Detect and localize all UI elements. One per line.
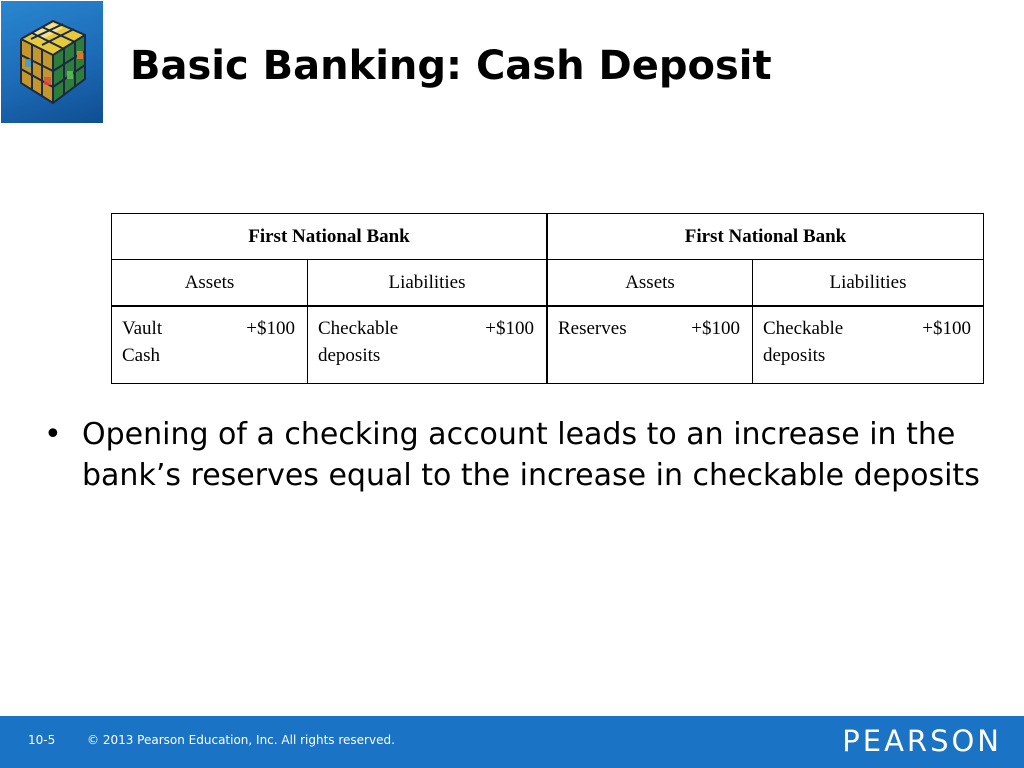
footer-bar bbox=[0, 716, 1024, 768]
subheader-liabilities-left: Liabilities bbox=[308, 260, 548, 307]
table-row bbox=[112, 306, 984, 384]
subheader-assets-left: Assets bbox=[112, 260, 308, 307]
t-account-table bbox=[111, 213, 984, 384]
subheader-assets-right: Assets bbox=[547, 260, 753, 307]
table-header-right: First National Bank bbox=[547, 214, 984, 260]
table-cell-reserves bbox=[547, 306, 753, 384]
page-number: 10-5 bbox=[28, 733, 56, 747]
rubiks-cube-icon bbox=[1, 1, 103, 123]
copyright-text: © 2013 Pearson Education, Inc. All rights reserved. bbox=[87, 733, 395, 747]
table-header-row bbox=[112, 214, 984, 260]
table-cell-checkable-deposits-right bbox=[753, 306, 984, 384]
slide-title: Basic Banking: Cash Deposit bbox=[130, 43, 772, 89]
cell-label-line1: Vault bbox=[122, 318, 163, 339]
cell-label-line2: Cash bbox=[122, 345, 160, 366]
table-cell-vault-cash bbox=[112, 306, 308, 384]
bullet-text: Opening of a checking account leads to an increase in the bank’s reserves equal to the increase in checkable deposits bbox=[82, 417, 980, 493]
cell-label-line2: deposits bbox=[318, 345, 381, 366]
cell-label-line1: Reserves bbox=[558, 318, 627, 339]
cell-amount: +$100 bbox=[922, 318, 971, 339]
bullet-dot-icon: • bbox=[44, 417, 62, 452]
table-cell-checkable-deposits-left bbox=[308, 306, 548, 384]
pearson-logo: PEARSON bbox=[842, 724, 1002, 758]
cell-amount: +$100 bbox=[691, 318, 740, 339]
cell-label-line1: Checkable bbox=[763, 318, 844, 339]
bullet-item bbox=[44, 414, 984, 496]
cell-label-line2: deposits bbox=[763, 345, 826, 366]
rubiks-cube-logo bbox=[1, 1, 103, 123]
bullet-list bbox=[44, 414, 984, 496]
table-subheader-row bbox=[112, 260, 984, 307]
table-header-left: First National Bank bbox=[112, 214, 548, 260]
cell-amount: +$100 bbox=[485, 318, 534, 339]
cell-amount: +$100 bbox=[246, 318, 295, 339]
subheader-liabilities-right: Liabilities bbox=[753, 260, 984, 307]
cell-label-line1: Checkable bbox=[318, 318, 399, 339]
